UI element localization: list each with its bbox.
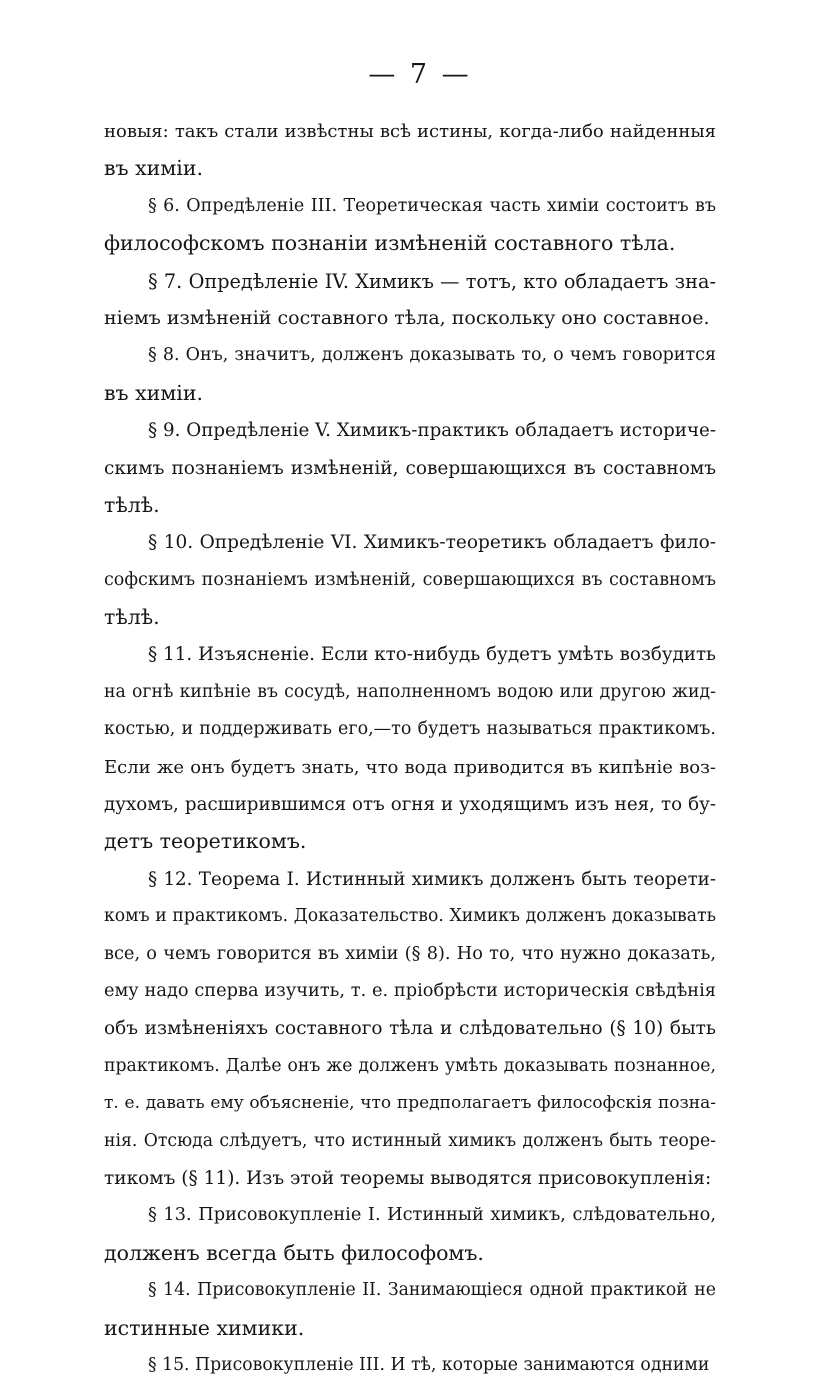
text-line: долженъ всегда быть философомъ. xyxy=(104,1240,484,1265)
text-line: на огнѣ кипѣніе въ сосудѣ, наполненномъ водою или другою жид- xyxy=(104,681,716,702)
text-line: § 12. Теорема I. Истинный химикъ долженъ быть теорети- xyxy=(148,868,716,890)
text-line: ему надо сперва изучить, т. е. пріобрѣсти историческія свѣдѣнія xyxy=(104,980,716,1001)
paragraph xyxy=(104,636,716,860)
text-line: § 10. Опредѣленіе VI. Химикъ-теоретикъ обладаетъ фило- xyxy=(148,532,716,554)
paragraph xyxy=(104,337,716,412)
text-line: § 13. Присовокупленіе I. Истинный химикъ, слѣдовательно, xyxy=(148,1205,716,1226)
text-line: детъ теоретикомъ. xyxy=(104,829,307,854)
text-line: нія. Отсюда слѣдуетъ, что истинный химикъ долженъ быть теоре- xyxy=(104,1130,716,1151)
text-line: § 6. Опредѣленіе III. Теоретическая часть химіи состоитъ въ xyxy=(148,195,716,216)
text-line: тѣлѣ. xyxy=(104,492,160,517)
paragraph xyxy=(104,1272,716,1347)
text-line: истинные химики. xyxy=(104,1315,305,1340)
text-line: духомъ, расширившимся отъ огня и уходящимъ изъ нея, то бу- xyxy=(104,794,716,816)
text-line: новыя: такъ стали извѣстны всѣ истины, когда-либо найденныя xyxy=(104,121,716,142)
page-text xyxy=(104,113,716,1384)
text-line: § 15. Присовокупленіе III. И тѣ, которые занимаются одними xyxy=(148,1354,710,1375)
paragraph xyxy=(104,861,716,1198)
paragraph xyxy=(104,1197,716,1272)
text-line: въ химіи. xyxy=(104,380,204,405)
text-line: комъ и практикомъ. Доказательство. Химикъ долженъ доказывать xyxy=(104,906,716,927)
text-line: костью, и поддерживать его,—то будетъ называться практикомъ. xyxy=(104,719,716,740)
paragraph xyxy=(104,412,716,524)
text-line: все, о чемъ говорится въ химіи (§ 8). Но то, что нужно доказать, xyxy=(104,943,716,964)
text-line: скимъ познаніемъ измѣненій, совершающихся въ составномъ xyxy=(104,457,716,479)
text-line: философскомъ познаніи измѣненій составного тѣла. xyxy=(104,231,676,256)
paragraph xyxy=(104,263,716,338)
text-line: тикомъ (§ 11). Изъ этой теоремы выводятся присовокупленія: xyxy=(104,1167,712,1189)
text-line: § 9. Опредѣленіе V. Химикъ-практикъ обладаетъ историче- xyxy=(148,420,716,442)
paragraph xyxy=(104,113,716,188)
text-line: практикомъ. Далѣе онъ же долженъ умѣть доказывать познанное, xyxy=(104,1055,716,1076)
text-line: § 14. Присовокупленіе II. Занимающіеся одной практикой не xyxy=(148,1280,716,1301)
paragraph xyxy=(104,524,716,636)
text-line: ніемъ измѣненій составного тѣла, поскольку оно составное. xyxy=(104,306,710,329)
text-line: объ измѣненіяхъ составного тѣла и слѣдовательно (§ 10) быть xyxy=(104,1018,716,1040)
paragraph xyxy=(104,188,716,263)
text-line: софскимъ познаніемъ измѣненій, совершающихся въ составномъ xyxy=(104,569,716,590)
paragraph xyxy=(104,1347,716,1384)
text-line: тѣлѣ. xyxy=(104,605,160,630)
text-line: § 8. Онъ, значитъ, долженъ доказывать то, о чемъ говорится xyxy=(148,345,716,366)
text-line: Если же онъ будетъ знать, что вода приводится въ кипѣніе воз- xyxy=(104,756,716,778)
text-line: въ химіи. xyxy=(104,156,204,181)
text-line: т. е. давать ему объясненіе, что предполагаетъ философскія позна- xyxy=(104,1093,716,1114)
text-line: § 11. Изъясненіе. Если кто-нибудь будетъ умѣть возбудить xyxy=(148,644,716,666)
page-number: — 7 — xyxy=(368,59,472,90)
text-line: § 7. Опредѣленіе IV. Химикъ — тотъ, кто обладаетъ зна- xyxy=(148,269,716,293)
